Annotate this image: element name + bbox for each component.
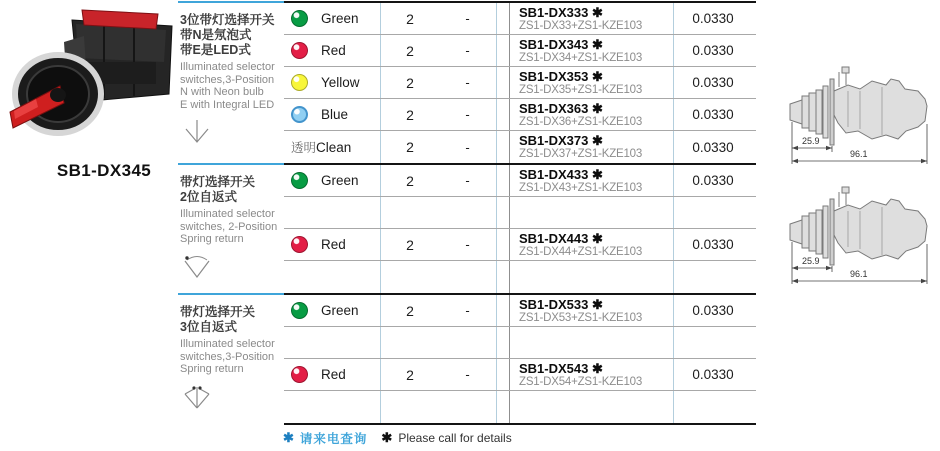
weight-cell: 0.0330 [692,75,734,90]
desc-en-line: Illuminated selector [180,61,275,73]
order-code: SB1-DX543 ✱ [519,361,603,376]
star-icon: ✱ [283,430,294,445]
product-model-label: SB1-DX345 [56,161,152,180]
spacer-cell [497,67,510,98]
green-dot-icon [291,172,308,189]
green-dot-icon [291,302,308,319]
weight-cell: 0.0330 [692,43,734,58]
product-photo [6,2,174,144]
spacer-cell [497,359,510,390]
green-dot-icon [291,10,308,27]
dimension-drawing-2 [786,180,938,294]
section-2pos-spring-return [178,163,758,293]
footer-note-en: Please call for details [398,431,512,445]
spacer-cell [497,165,510,196]
footer-note [283,429,512,447]
weight-cell [674,391,752,423]
color-label: Green [321,303,359,318]
color-label-zh: 透明 [291,141,317,155]
table-row [284,359,756,391]
section-rows [284,293,756,425]
color-cell [284,35,381,66]
desc-en-line: switches, 2-Position [180,220,278,233]
weight-cell [674,327,752,358]
dash-cell: - [439,229,497,260]
desc-zh-line: 带灯选择开关 [180,305,256,319]
color-label: Red [321,43,346,58]
composition-code: ZS1-DX44+ZS1-KZE103 [519,246,643,258]
desc-zh-line: 3位带灯选择开关 [180,13,275,27]
dash-cell: - [439,3,497,34]
dim-label-small: 25.9 [802,256,820,266]
spacer-cell [497,35,510,66]
contacts-cell: 2 [406,302,414,319]
spacer-cell [497,327,510,358]
dash-cell: - [439,165,497,196]
dash-cell: - [439,67,497,98]
spacer-cell [497,197,510,228]
color-cell [284,131,381,163]
color-cell [284,229,381,260]
color-cell [284,327,381,358]
star-icon: ✱ [381,430,393,445]
order-code: SB1-DX353 ✱ [519,69,603,84]
desc-en [180,208,282,246]
dim-label-large: 96.1 [850,149,868,159]
code-cell [510,229,674,260]
composition-code: ZS1-DX37+ZS1-KZE103 [519,148,643,160]
color-label: Green [321,11,359,26]
contacts-cell: 2 [406,172,414,189]
spacer-cell [497,261,510,293]
dim-label-small: 25.9 [802,136,820,146]
contacts-cell [381,197,439,228]
order-code: SB1-DX443 ✱ [519,231,603,246]
red-dot-icon [291,236,308,253]
contacts-cell: 2 [406,106,414,123]
order-code: SB1-DX433 ✱ [519,167,603,182]
color-cell [284,197,381,228]
order-code: SB1-DX373 ✱ [519,133,603,148]
composition-code: ZS1-DX53+ZS1-KZE103 [519,312,643,324]
selector-switch-photo [6,2,174,144]
order-code: SB1-DX333 ✱ [519,5,603,20]
spacer-cell [497,229,510,260]
color-label: Green [321,173,359,188]
desc-en-line: switches,3-Position [180,350,275,363]
weight-cell [674,197,752,228]
desc-en-line: N with Neon bulb [180,86,264,98]
table-row [284,229,756,261]
desc-zh-line: 带E是LED式 [180,43,251,57]
color-cell [284,165,381,196]
desc-en [180,338,282,376]
footer-note-zh: 请来电查询 [299,432,368,446]
composition-code: ZS1-DX35+ZS1-KZE103 [519,84,643,96]
contacts-cell: 2 [406,366,414,383]
desc-en-line: switches,3-Position [180,73,275,86]
red-dot-icon [291,42,308,59]
composition-code: ZS1-DX43+ZS1-KZE103 [519,182,643,194]
color-cell [284,391,381,423]
contacts-cell: 2 [406,10,414,27]
dash-cell [439,197,497,228]
yellow-dot-icon [291,74,308,91]
color-cell [284,261,381,293]
dimension-drawing-1 [786,60,938,174]
code-cell [510,67,674,98]
composition-code: ZS1-DX54+ZS1-KZE103 [519,376,643,388]
table-row-empty [284,391,756,423]
weight-cell: 0.0330 [692,303,734,318]
dash-cell: - [439,99,497,130]
color-label: Blue [321,107,349,122]
color-label: Clean [316,139,352,155]
color-label: Red [321,237,346,252]
code-cell [510,197,674,228]
table-row-empty [284,197,756,229]
dash-cell: - [439,295,497,326]
blue-dot-icon [291,106,308,123]
code-cell [510,165,674,196]
code-cell [510,359,674,390]
table-row [284,165,756,197]
contacts-cell: 2 [406,139,414,155]
code-cell [510,99,674,130]
color-cell [284,359,381,390]
desc-en-line: Spring return [180,233,244,245]
contacts-cell [381,391,439,423]
desc-en-line: Illuminated selector [180,208,275,220]
table-row-empty [284,327,756,359]
code-cell [510,261,674,293]
composition-code: ZS1-DX36+ZS1-KZE103 [519,116,643,128]
table-row [284,67,756,99]
desc-zh-line: 带灯选择开关 [180,175,256,189]
code-cell [510,391,674,423]
table-row [284,295,756,327]
dash-cell [439,391,497,423]
desc-zh-line: 3位自返式 [180,320,237,334]
desc-zh-line: 2位自返式 [180,190,237,204]
contacts-cell: 2 [406,42,414,59]
weight-cell [674,261,752,293]
weight-cell: 0.0330 [692,139,734,155]
composition-code: ZS1-DX33+ZS1-KZE103 [519,20,643,32]
color-cell [284,99,381,130]
composition-code: ZS1-DX34+ZS1-KZE103 [519,52,643,64]
desc-en-line: Spring return [180,363,244,375]
spacer-cell [497,391,510,423]
section-rows [284,163,756,293]
two-position-spring-return-icon [182,254,212,280]
order-code: SB1-DX533 ✱ [519,297,603,312]
color-cell [284,3,381,34]
desc-zh-line: 带N是氖泡式 [180,28,252,42]
table-row [284,3,756,35]
desc-en-line: E with Integral LED [180,98,275,111]
spacer-cell [497,3,510,34]
contacts-cell [381,261,439,293]
section-rows [284,1,756,163]
contacts-cell: 2 [406,236,414,253]
color-label: Yellow [321,75,360,90]
desc-en-line: Illuminated selector [180,338,275,350]
color-cell [284,67,381,98]
section-3pos-illuminated [178,1,758,163]
table-row [284,99,756,131]
color-label: Red [321,367,346,382]
code-cell [510,3,674,34]
weight-cell: 0.0330 [692,237,734,252]
dash-cell [439,327,497,358]
code-cell [510,295,674,326]
down-arrow-icon [182,119,212,145]
weight-cell: 0.0330 [692,107,734,122]
code-cell [510,35,674,66]
dash-cell: - [439,359,497,390]
spacer-cell [497,99,510,130]
dim-label-large: 96.1 [850,269,868,279]
desc-en [180,61,282,111]
spacer-cell [497,131,510,163]
weight-cell: 0.0330 [692,11,734,26]
color-cell [284,295,381,326]
contacts-cell: 2 [406,74,414,91]
order-code: SB1-DX363 ✱ [519,101,603,116]
weight-cell: 0.0330 [692,173,734,188]
three-position-spring-return-icon [182,384,212,410]
table-row-empty [284,261,756,293]
table-row [284,131,756,163]
dash-cell: - [439,35,497,66]
product-table [178,1,758,425]
section-description [178,1,284,163]
table-row [284,35,756,67]
dash-cell: - [439,131,497,163]
order-code: SB1-DX343 ✱ [519,37,603,52]
section-description [178,293,284,425]
contacts-cell [381,327,439,358]
dash-cell [439,261,497,293]
section-description [178,163,284,293]
spacer-cell [497,295,510,326]
weight-cell: 0.0330 [692,367,734,382]
red-dot-icon [291,366,308,383]
section-3pos-spring-return [178,293,758,425]
code-cell [510,131,674,163]
code-cell [510,327,674,358]
